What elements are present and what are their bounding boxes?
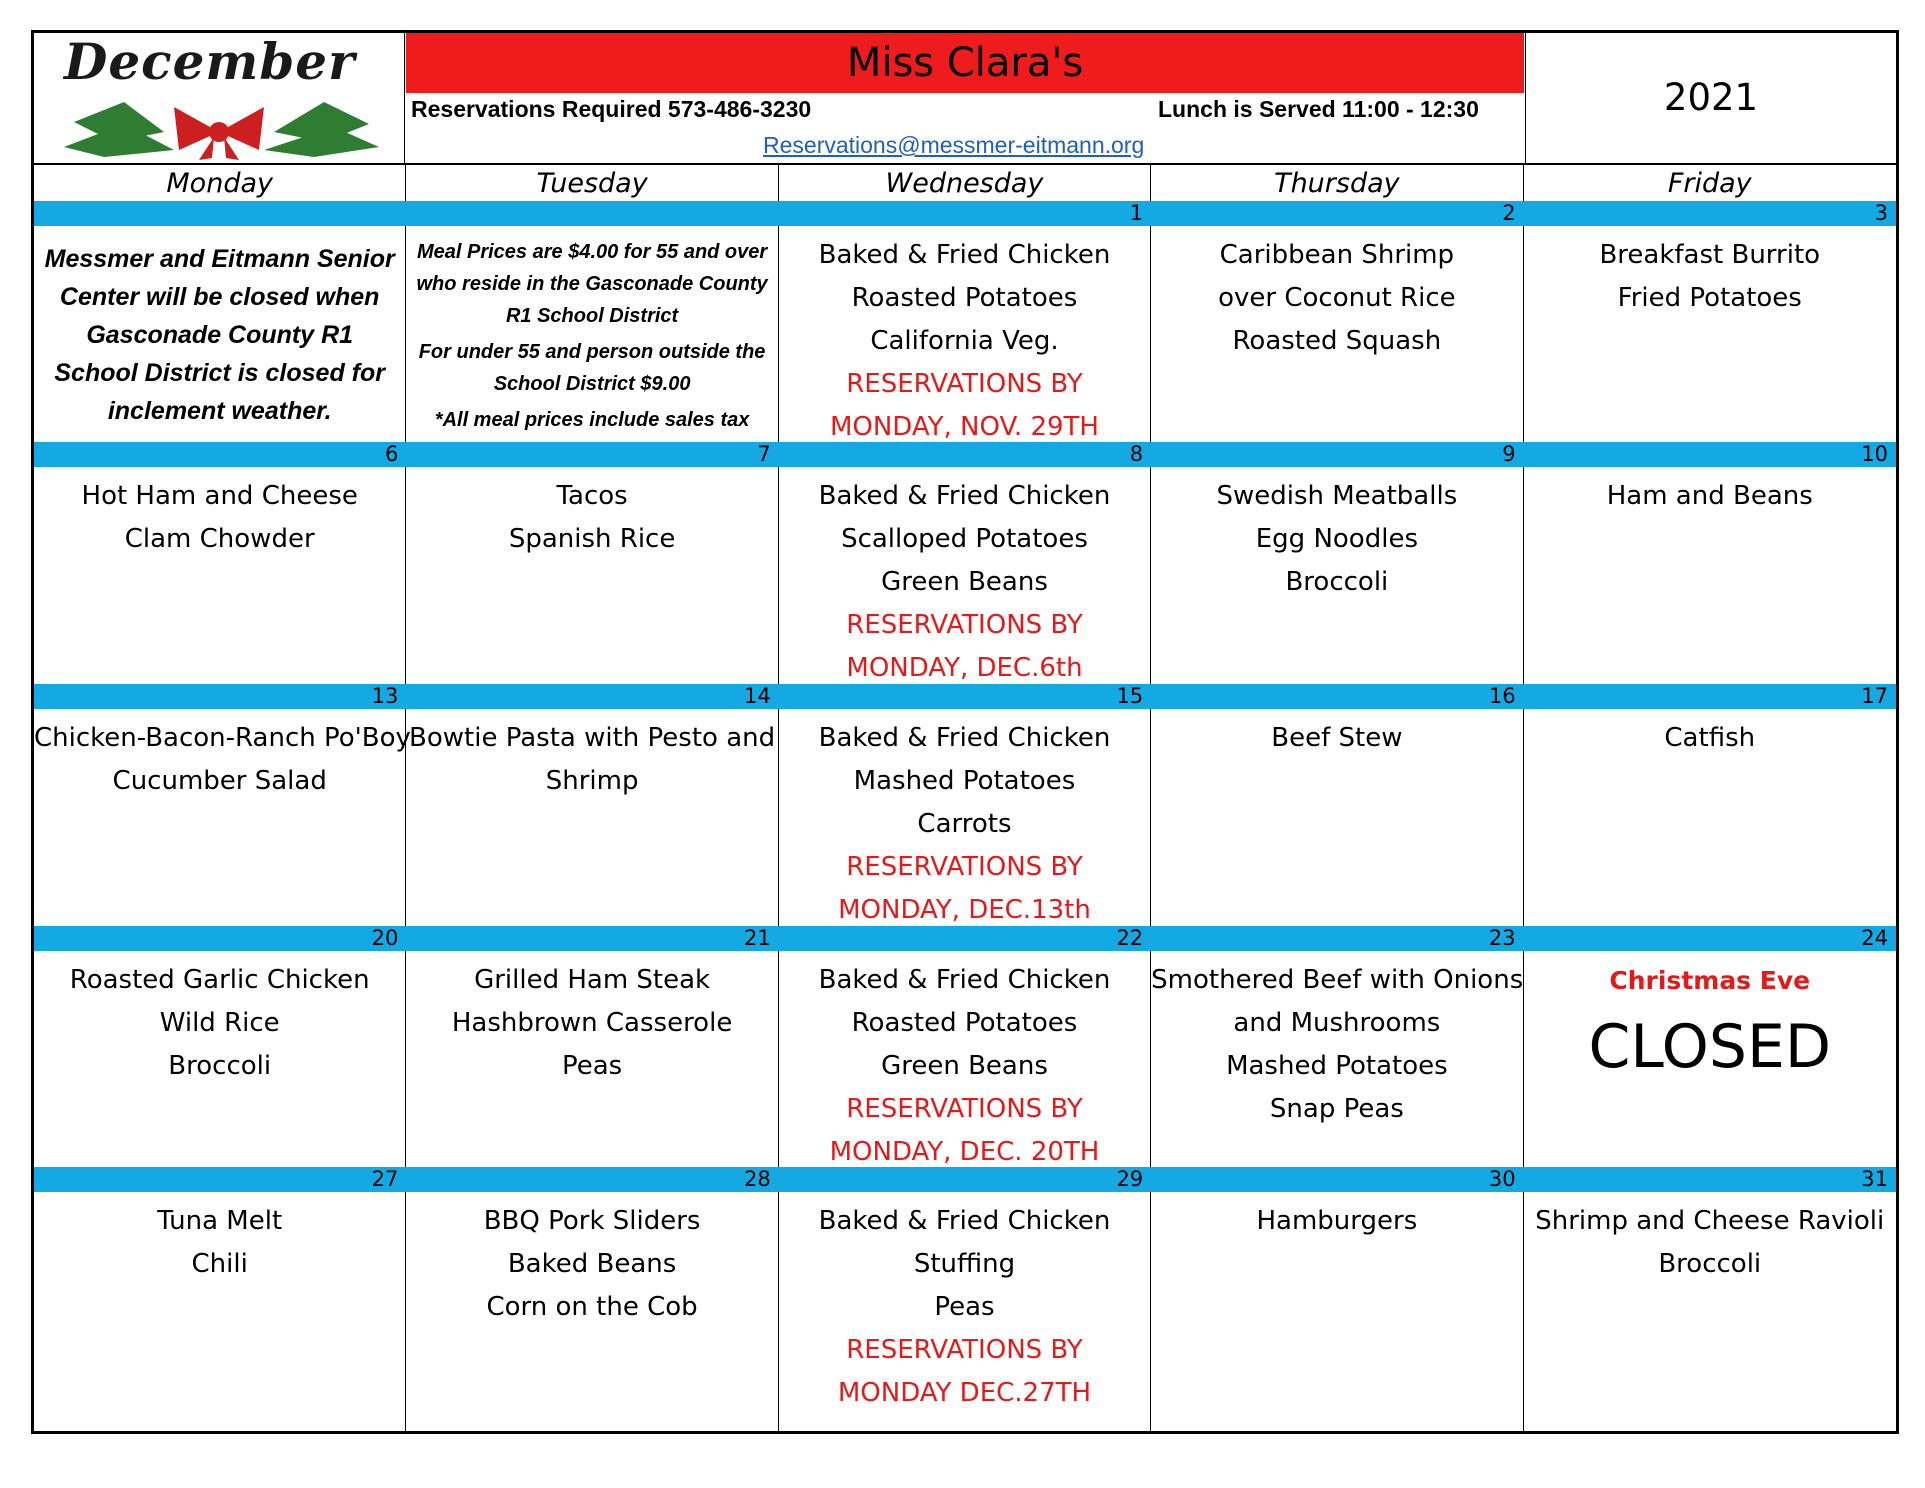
menu-item: Mashed Potatoes — [853, 766, 1076, 796]
menu-item: Baked & Fried Chicken — [818, 723, 1111, 753]
week-row — [34, 684, 1896, 926]
menu-item: Swedish Meatballs — [1216, 481, 1458, 511]
menu-item: Shrimp and Cheese Ravioli — [1535, 1206, 1885, 1236]
year-label: 2021 — [1663, 75, 1759, 119]
page-title: Miss Clara's — [846, 40, 1084, 86]
day-cell — [1524, 226, 1896, 442]
menu-item: Chicken-Bacon-Ranch Po'Boy — [34, 723, 411, 753]
day-cells — [34, 709, 1896, 927]
menu-item: Bowtie Pasta with Pesto and — [409, 723, 776, 753]
menu-item: over Coconut Rice — [1218, 283, 1456, 313]
weekday-monday: Monday — [34, 165, 406, 201]
title-banner — [406, 33, 1524, 93]
menu-item: Broccoli — [168, 1051, 272, 1081]
menu-item: Baked & Fried Chicken — [818, 481, 1111, 511]
menu-item: Peas — [561, 1051, 623, 1081]
day-number: 10 — [1861, 442, 1888, 466]
day-number — [406, 201, 778, 226]
date-bar — [34, 1167, 1896, 1192]
menu-item: Egg Noodles — [1255, 524, 1418, 554]
menu-item: Roasted Potatoes — [851, 283, 1078, 313]
day-cell — [779, 951, 1151, 1167]
header-divider — [404, 33, 405, 163]
reservation-deadline: RESERVATIONS BY — [846, 610, 1083, 640]
day-number — [34, 201, 406, 226]
menu-item: Peas — [934, 1292, 995, 1322]
menu-item: Wild Rice — [159, 1008, 280, 1038]
menu-item: Broccoli — [1658, 1249, 1762, 1279]
lunch-hours: Lunch is Served 11:00 - 12:30 — [1158, 96, 1479, 122]
day-cell — [34, 951, 406, 1167]
menu-item: Spanish Rice — [508, 524, 676, 554]
day-number: 15 — [1116, 684, 1144, 708]
menu-item: Ham and Beans — [1606, 481, 1813, 511]
date-bar — [34, 926, 1896, 951]
menu-item: Roasted Squash — [1232, 326, 1442, 356]
date-bar — [34, 442, 1896, 467]
reservation-deadline: RESERVATIONS BY — [846, 1094, 1083, 1124]
menu-item: Baked & Fried Chicken — [818, 965, 1111, 995]
day-number: 31 — [1861, 1167, 1888, 1191]
date-bar — [34, 684, 1896, 709]
reservation-deadline: MONDAY, DEC. 20TH — [829, 1137, 1100, 1167]
day-cell — [779, 467, 1151, 684]
day-number: 16 — [1488, 684, 1516, 708]
day-cell — [34, 709, 411, 926]
menu-item: Roasted Garlic Chicken — [69, 965, 370, 995]
day-number: 27 — [371, 1167, 399, 1191]
menu-item: Shrimp — [545, 766, 639, 796]
december-logo — [34, 32, 404, 162]
menu-item: Carrots — [917, 809, 1012, 839]
day-number: 3 — [1874, 201, 1888, 225]
reservation-deadline: MONDAY, NOV. 29TH — [829, 412, 1099, 442]
reservation-deadline: RESERVATIONS BY — [846, 1335, 1083, 1365]
day-cell — [1151, 951, 1523, 1167]
reservation-deadline: MONDAY, DEC.6th — [846, 653, 1083, 683]
info-note: For under 55 and person outside the School District $9.00 — [418, 341, 766, 395]
reservation-deadline: RESERVATIONS BY — [846, 852, 1083, 882]
day-cell — [34, 226, 406, 442]
week-row — [34, 442, 1896, 684]
menu-item: Beef Stew — [1271, 723, 1403, 753]
day-number: 28 — [744, 1167, 771, 1191]
weekday-thursday: Thursday — [1151, 165, 1523, 201]
day-cell — [34, 467, 406, 684]
menu-item: Roasted Potatoes — [851, 1008, 1078, 1038]
day-cell — [1151, 1192, 1523, 1433]
day-cells — [34, 226, 1896, 443]
weekday-tuesday: Tuesday — [406, 165, 778, 201]
day-number: 2 — [1502, 201, 1516, 225]
day-cells — [34, 951, 1896, 1168]
day-number: 8 — [1129, 442, 1144, 466]
day-number: 29 — [1116, 1167, 1144, 1191]
info-note: Meal Prices are $4.00 for 55 and over who reside in the Gasconade County R1 School District — [416, 241, 768, 327]
day-cell — [1524, 1192, 1896, 1433]
menu-item: Scalloped Potatoes — [841, 524, 1088, 554]
day-number: 7 — [757, 442, 771, 466]
info-note: Messmer and Eitmann Senior Center will be closed when Gasconade County R1 School District is closed for inclement weather. — [44, 245, 395, 425]
menu-item: Baked & Fried Chicken — [818, 240, 1111, 270]
menu-item: Mashed Potatoes — [1226, 1051, 1448, 1081]
menu-item: Hashbrown Casserole — [451, 1008, 733, 1038]
date-bar — [34, 201, 1896, 226]
reservations-phone: Reservations Required 573-486-3230 — [411, 96, 812, 122]
day-number: 9 — [1502, 442, 1516, 466]
menu-item: Smothered Beef with Onions — [1151, 965, 1524, 995]
menu-item: and Mushrooms — [1233, 1008, 1441, 1038]
day-cell — [406, 467, 778, 684]
menu-item: Snap Peas — [1269, 1094, 1404, 1124]
day-cell — [406, 226, 778, 442]
menu-item: BBQ Pork Sliders — [483, 1206, 701, 1236]
day-cell — [779, 709, 1151, 926]
day-number: 24 — [1861, 926, 1888, 950]
day-cell — [779, 1192, 1151, 1433]
menu-item: Broccoli — [1285, 567, 1389, 597]
menu-item: Stuffing — [913, 1249, 1016, 1279]
day-number: 14 — [744, 684, 771, 708]
day-number: 20 — [371, 926, 399, 950]
menu-item: Grilled Ham Steak — [474, 965, 711, 995]
day-number: 21 — [744, 926, 771, 950]
day-number: 1 — [1129, 201, 1144, 225]
day-cell — [406, 1192, 778, 1433]
menu-item: Green Beans — [881, 567, 1048, 597]
menu-item: Caribbean Shrimp — [1219, 240, 1455, 270]
day-cell — [1151, 226, 1523, 442]
menu-item: Green Beans — [881, 1051, 1048, 1081]
day-cells — [34, 467, 1896, 685]
week-row — [34, 926, 1896, 1167]
day-cell — [34, 1192, 406, 1433]
day-cell — [1151, 709, 1523, 926]
menu-item: Catfish — [1664, 723, 1756, 753]
day-number: 6 — [385, 442, 399, 466]
day-cell — [1524, 951, 1896, 1167]
menu-item: Tuna Melt — [157, 1206, 283, 1236]
holiday-label: Christmas Eve — [1609, 966, 1811, 995]
day-cells — [34, 1192, 1896, 1434]
week-row — [34, 1167, 1896, 1434]
reservation-deadline: MONDAY DEC.27TH — [837, 1378, 1092, 1408]
menu-item: Cucumber Salad — [112, 766, 327, 796]
closed-label: CLOSED — [1588, 1012, 1832, 1082]
menu-item: Tacos — [556, 481, 628, 511]
day-cell — [406, 709, 778, 926]
day-number: 13 — [371, 684, 399, 708]
info-note: *All meal prices include sales tax — [434, 409, 750, 431]
menu-item: Corn on the Cob — [486, 1292, 698, 1322]
logo-text: December — [64, 32, 356, 91]
menu-item: Fried Potatoes — [1617, 283, 1802, 313]
menu-item: Clam Chowder — [124, 524, 315, 554]
holly-bow-icon — [34, 32, 404, 162]
day-cell — [779, 226, 1151, 442]
menu-item: Chili — [191, 1249, 248, 1279]
menu-item: Baked & Fried Chicken — [818, 1206, 1111, 1236]
menu-item: Baked Beans — [507, 1249, 677, 1279]
day-number: 17 — [1861, 684, 1888, 708]
reservation-deadline: MONDAY, DEC.13th — [838, 895, 1091, 925]
day-cell — [1151, 467, 1523, 684]
reservation-deadline: RESERVATIONS BY — [846, 369, 1083, 399]
menu-item: Breakfast Burrito — [1599, 240, 1821, 270]
day-cell — [1524, 709, 1896, 926]
day-cell — [1524, 467, 1896, 684]
day-number: 30 — [1488, 1167, 1516, 1191]
menu-item: Hamburgers — [1256, 1206, 1418, 1236]
weekday-header — [34, 165, 1896, 201]
day-cell — [406, 951, 778, 1167]
menu-item: Hot Ham and Cheese — [81, 481, 358, 511]
weekday-wednesday: Wednesday — [779, 165, 1151, 201]
day-number: 23 — [1488, 926, 1516, 950]
week-row — [34, 201, 1896, 442]
weekday-friday: Friday — [1667, 167, 1752, 199]
day-number: 22 — [1116, 926, 1144, 950]
email-link[interactable]: Reservations@messmer-eitmann.org — [763, 132, 1145, 158]
menu-item: California Veg. — [870, 326, 1059, 356]
